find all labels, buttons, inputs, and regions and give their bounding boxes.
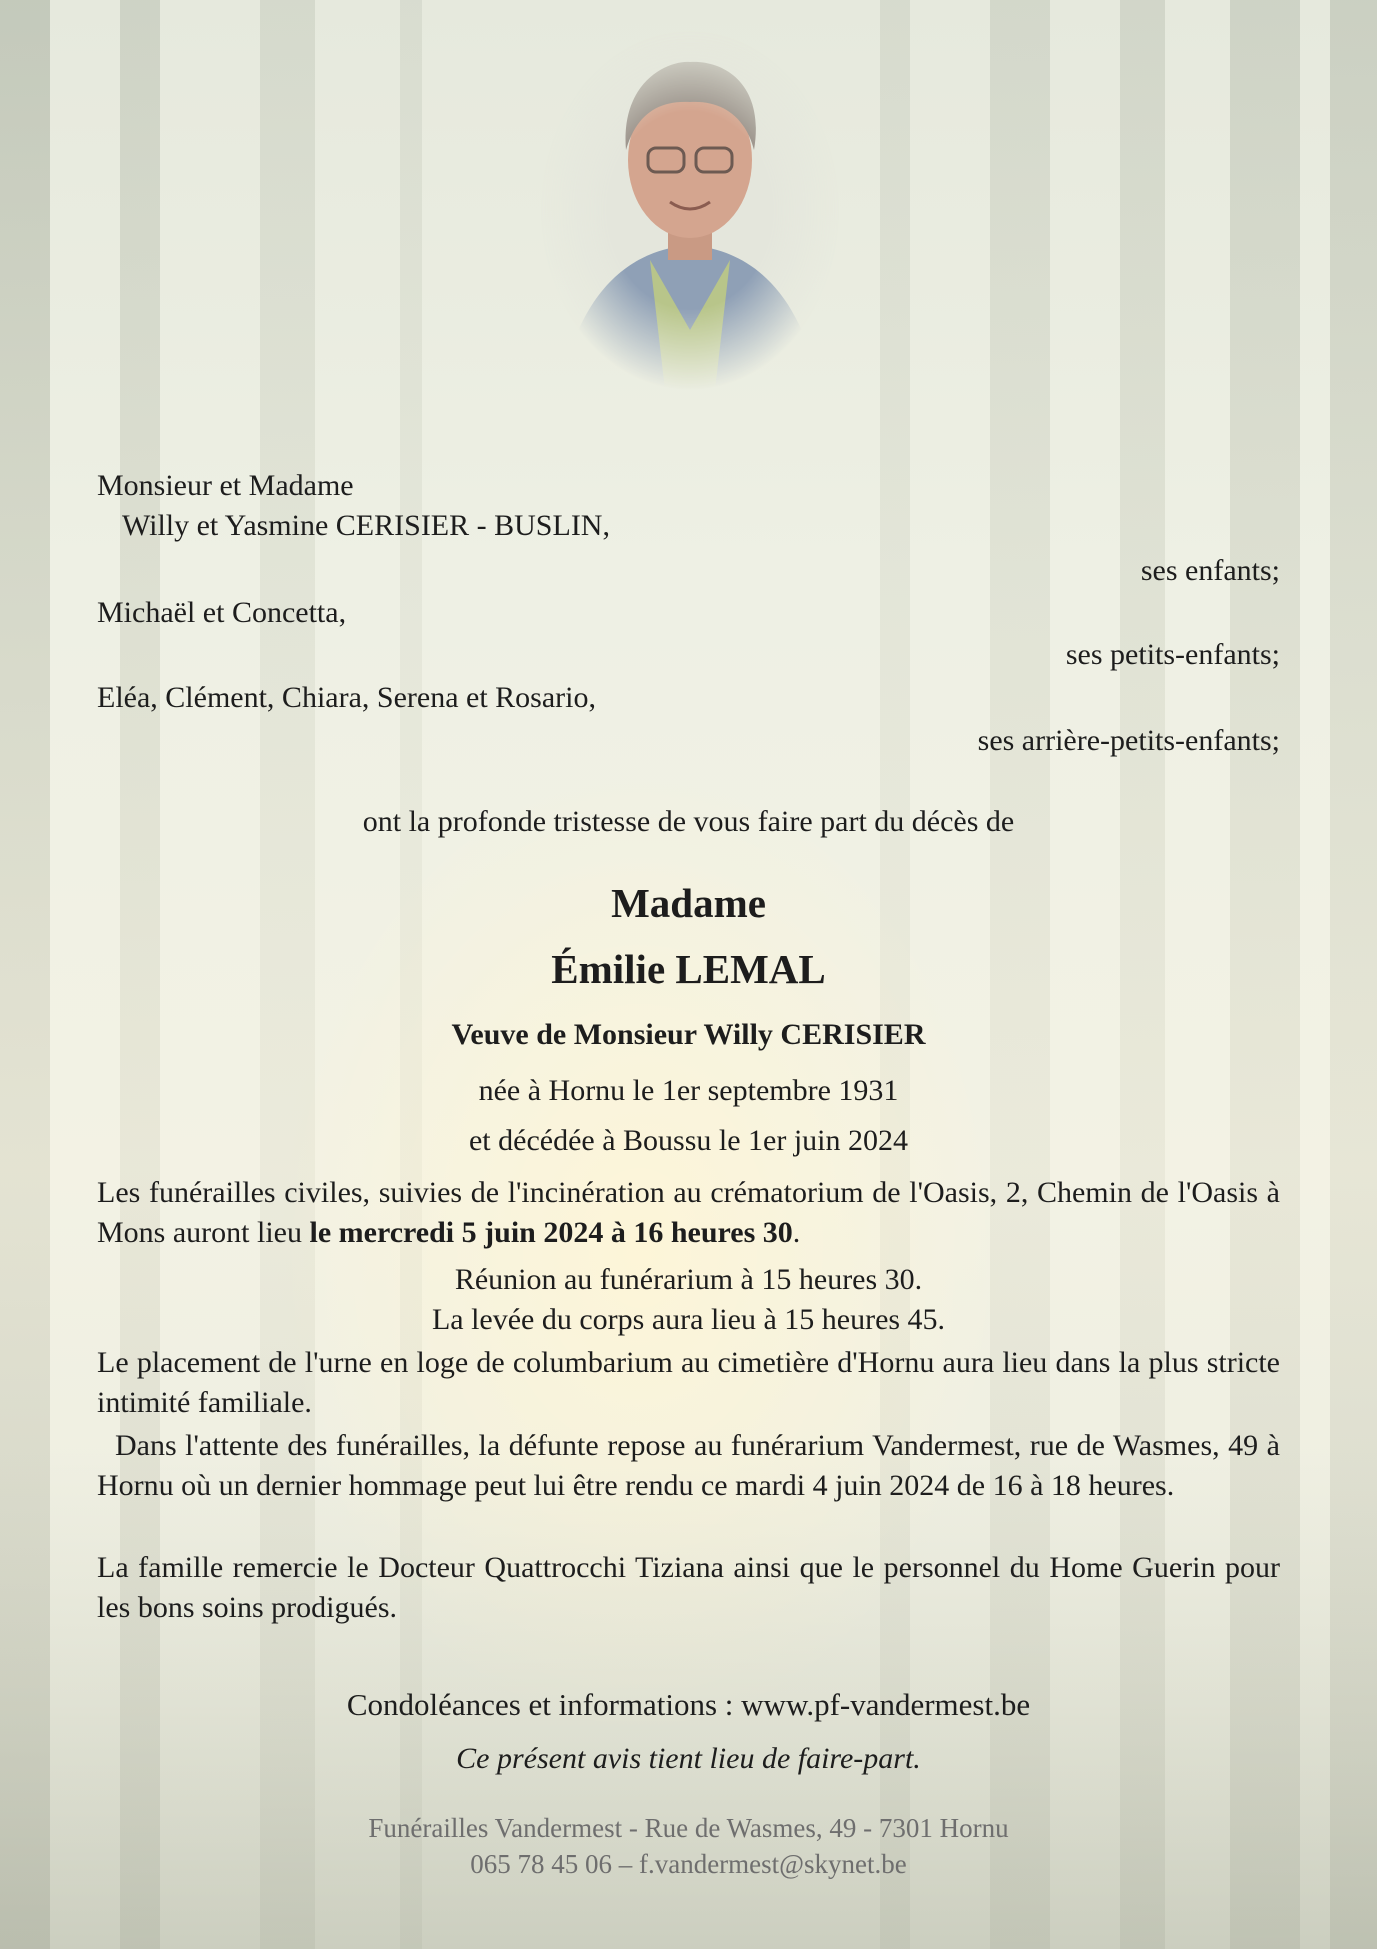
levee-info: La levée du corps aura lieu à 15 heures 45. (431, 1303, 946, 1336)
footer-contact: 065 78 45 06 – f.vandermest@skynet.be (470, 1849, 907, 1879)
widow-of: Veuve de Monsieur Willy CERISIER (451, 1018, 926, 1051)
condolences-info: Condoléances et informations : www.pf-vandermest.be (346, 1687, 1031, 1722)
notice-text: Ce présent avis tient lieu de faire-part. (456, 1742, 921, 1775)
deceased-title: Madame (611, 880, 766, 926)
funeral-date: le mercredi 5 juin 2024 à 16 heures 30 (309, 1216, 793, 1249)
waiting-paragraph: Dans l'attente des funérailles, la défunte repose au funérarium Vandermest, rue de Wasmes, 49 à Hornu où un dernier hommage peut lui être rendu ce mardi 4 juin 2024 de 16 à 18 heures. (97, 1429, 1280, 1502)
great-grandchildren-names: Eléa, Clément, Chiara, Serena et Rosario, (97, 681, 596, 714)
great-grandchildren-label: ses arrière-petits-enfants; (977, 724, 1280, 757)
footer-company: Funérailles Vandermest - Rue de Wasmes, 49 - 7301 Hornu (368, 1813, 1009, 1843)
family-line-1: Monsieur et Madame (97, 469, 354, 502)
grandchildren-label: ses petits-enfants; (1065, 638, 1280, 671)
birth-info: née à Hornu le 1er septembre 1931 (478, 1074, 899, 1107)
thanks-paragraph: La famille remercie le Docteur Quattrocchi Tiziana ainsi que le personnel du Home Guerin pour les bons soins prodigués. (97, 1551, 1280, 1624)
death-info: et décédée à Boussu le 1er juin 2024 (468, 1124, 909, 1157)
funeral-text-end: . (792, 1216, 801, 1249)
children-label: ses enfants; (1140, 554, 1280, 587)
announcement-text: ont la profonde tristesse de vous faire part du décès de (362, 805, 1015, 838)
urn-paragraph: Le placement de l'urne en loge de columbarium au cimetière d'Hornu aura lieu dans la plus stricte intimité familiale. (97, 1346, 1280, 1419)
funeral-paragraph (97, 1173, 1280, 1253)
deceased-name: Émilie LEMAL (551, 946, 826, 992)
family-line-2: Willy et Yasmine CERISIER - BUSLIN, (122, 509, 610, 542)
grandchildren-names: Michaël et Concetta, (97, 596, 347, 629)
funeral-text: Les funérailles civiles, suivies de l'incinération au crématorium de l'Oasis, 2, Chemin de l'Oasis à Mons auront lieu (97, 1176, 1280, 1249)
reunion-info: Réunion au funérarium à 15 heures 30. (454, 1263, 923, 1296)
